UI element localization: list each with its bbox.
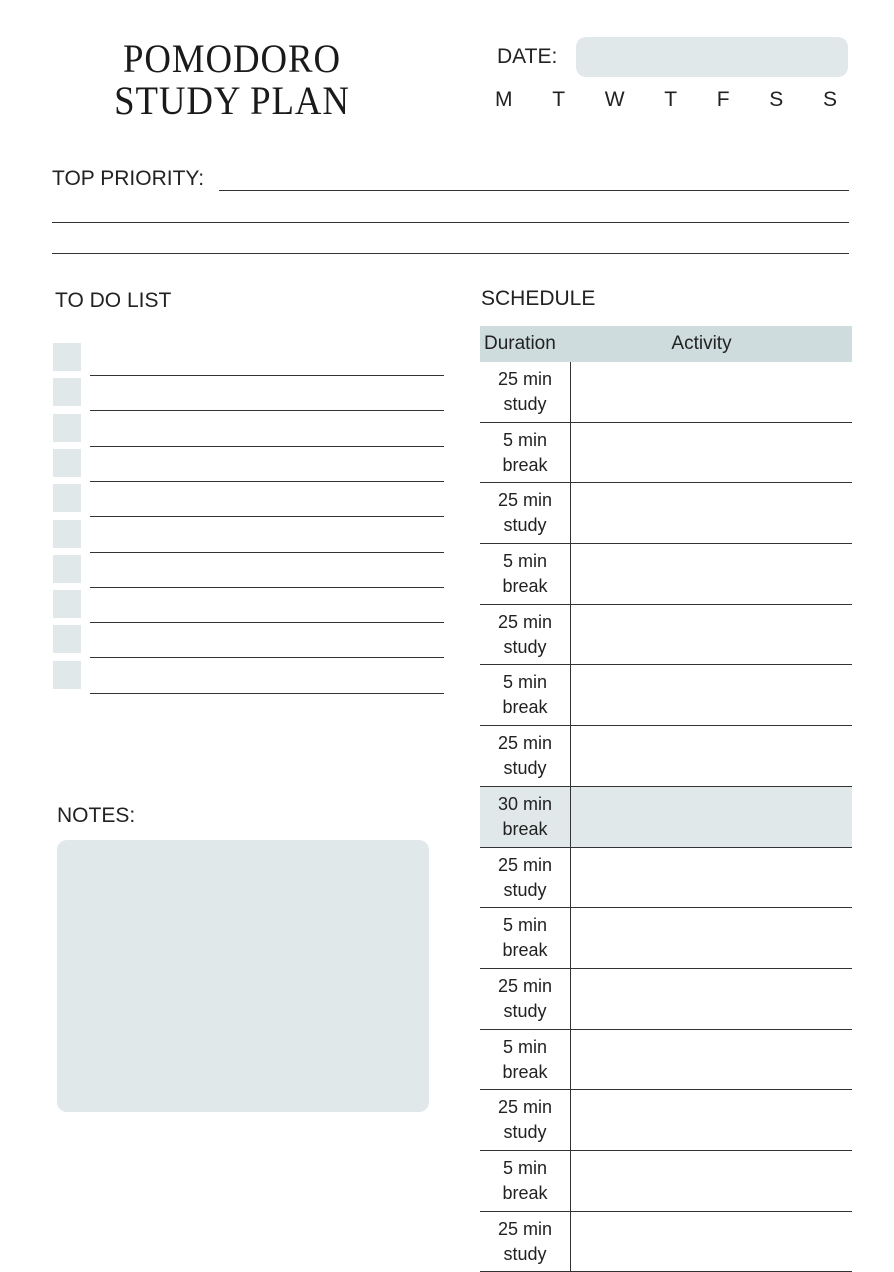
todo-list-heading: TO DO LIST (55, 289, 172, 312)
title-line-1: POMODORO (123, 36, 341, 81)
todo-line[interactable] (90, 516, 444, 517)
duration-cell (480, 544, 571, 604)
duration-type: study (503, 879, 547, 900)
activity-cell[interactable] (571, 1212, 852, 1272)
top-priority-line-1[interactable] (219, 190, 849, 191)
todo-checkbox[interactable] (53, 625, 81, 653)
activity-cell[interactable] (571, 544, 852, 604)
todo-line[interactable] (90, 622, 444, 623)
duration-type: break (502, 1061, 548, 1082)
duration-cell (480, 969, 571, 1029)
duration-type: break (502, 1182, 548, 1203)
duration-type: study (503, 758, 547, 779)
todo-checkbox[interactable] (53, 590, 81, 618)
duration-type: study (503, 515, 547, 536)
todo-checkbox[interactable] (53, 414, 81, 442)
duration-amount: 5 min (502, 672, 547, 693)
weekday-3[interactable]: T (664, 88, 678, 111)
duration-type: study (503, 1243, 547, 1264)
duration-amount: 25 min (497, 490, 553, 511)
date-label: DATE: (497, 45, 558, 68)
schedule-row (480, 848, 852, 909)
duration-type: break (502, 940, 548, 961)
duration-type: study (503, 636, 547, 657)
todo-line[interactable] (90, 693, 444, 694)
page-title (111, 38, 354, 122)
notes-field[interactable] (57, 840, 429, 1112)
duration-cell (480, 848, 571, 908)
activity-column-header: Activity (671, 333, 732, 354)
schedule-row (480, 969, 852, 1030)
schedule-heading: SCHEDULE (481, 287, 596, 310)
duration-cell (480, 1151, 571, 1211)
top-priority-label: TOP PRIORITY: (52, 167, 205, 190)
schedule-row (480, 1151, 852, 1212)
activity-cell[interactable] (571, 423, 852, 483)
duration-amount: 5 min (502, 551, 547, 572)
duration-amount: 25 min (497, 1097, 553, 1118)
schedule-header-row (480, 326, 852, 362)
duration-cell (480, 787, 571, 847)
duration-cell (480, 605, 571, 665)
todo-checkbox[interactable] (53, 661, 81, 689)
todo-line[interactable] (90, 657, 444, 658)
todo-line[interactable] (90, 375, 444, 376)
duration-type: break (502, 576, 548, 597)
duration-cell (480, 423, 571, 483)
weekday-1[interactable]: T (552, 88, 566, 111)
duration-amount: 25 min (497, 611, 553, 632)
schedule-row (480, 605, 852, 666)
schedule-row (480, 483, 852, 544)
activity-cell[interactable] (571, 726, 852, 786)
notes-heading: NOTES: (57, 804, 136, 827)
schedule-row (480, 1030, 852, 1091)
duration-amount: 25 min (497, 975, 553, 996)
activity-cell[interactable] (571, 969, 852, 1029)
schedule-row (480, 1212, 852, 1272)
duration-column-header: Duration (484, 333, 556, 354)
duration-cell (480, 1212, 571, 1272)
duration-type: break (502, 454, 548, 475)
schedule-row (480, 362, 852, 423)
activity-cell[interactable] (571, 605, 852, 665)
top-priority-line-2[interactable] (52, 222, 849, 223)
activity-cell[interactable] (571, 483, 852, 543)
activity-cell[interactable] (571, 665, 852, 725)
duration-amount: 5 min (502, 429, 547, 450)
todo-checkbox[interactable] (53, 343, 81, 371)
weekday-selector (495, 88, 837, 112)
duration-type: break (502, 818, 548, 839)
duration-cell (480, 726, 571, 786)
activity-cell[interactable] (571, 1090, 852, 1150)
activity-cell[interactable] (571, 1030, 852, 1090)
activity-cell[interactable] (571, 1151, 852, 1211)
duration-amount: 25 min (497, 733, 553, 754)
todo-checkbox[interactable] (53, 378, 81, 406)
todo-checkbox[interactable] (53, 449, 81, 477)
duration-cell (480, 1090, 571, 1150)
duration-cell (480, 362, 571, 422)
schedule-table (480, 326, 852, 1272)
duration-cell (480, 908, 571, 968)
duration-cell (480, 1030, 571, 1090)
duration-amount: 5 min (502, 1036, 547, 1057)
schedule-row (480, 908, 852, 969)
duration-type: study (503, 1122, 547, 1143)
weekday-0[interactable]: M (495, 88, 513, 111)
todo-line[interactable] (90, 587, 444, 588)
schedule-row (480, 423, 852, 484)
duration-cell (480, 483, 571, 543)
schedule-row (480, 787, 852, 848)
todo-line[interactable] (90, 446, 444, 447)
todo-checkbox[interactable] (53, 484, 81, 512)
weekday-2[interactable]: W (604, 88, 625, 111)
activity-cell[interactable] (571, 848, 852, 908)
schedule-row (480, 544, 852, 605)
schedule-row (480, 1090, 852, 1151)
weekday-6[interactable]: S (822, 88, 837, 111)
duration-cell (480, 665, 571, 725)
title-line-2: STUDY PLAN (114, 78, 350, 123)
todo-checkbox[interactable] (53, 555, 81, 583)
activity-cell[interactable] (571, 787, 852, 847)
duration-amount: 25 min (497, 369, 553, 389)
duration-type: study (503, 394, 547, 414)
activity-cell[interactable] (571, 362, 852, 422)
todo-line[interactable] (90, 552, 444, 553)
duration-type: break (502, 697, 548, 718)
duration-amount: 5 min (502, 1157, 547, 1178)
schedule-row (480, 726, 852, 787)
todo-line[interactable] (90, 410, 444, 411)
duration-amount: 25 min (497, 1218, 553, 1239)
duration-amount: 5 min (502, 915, 547, 936)
weekday-4[interactable]: F (716, 88, 730, 111)
duration-amount: 30 min (497, 793, 553, 814)
weekday-5[interactable]: S (769, 88, 784, 111)
todo-line[interactable] (90, 481, 444, 482)
schedule-row (480, 665, 852, 726)
duration-type: study (503, 1000, 547, 1021)
top-priority-line-3[interactable] (52, 253, 849, 254)
activity-cell[interactable] (571, 908, 852, 968)
date-field[interactable] (576, 37, 848, 77)
todo-checkbox[interactable] (53, 520, 81, 548)
duration-amount: 25 min (497, 854, 553, 875)
